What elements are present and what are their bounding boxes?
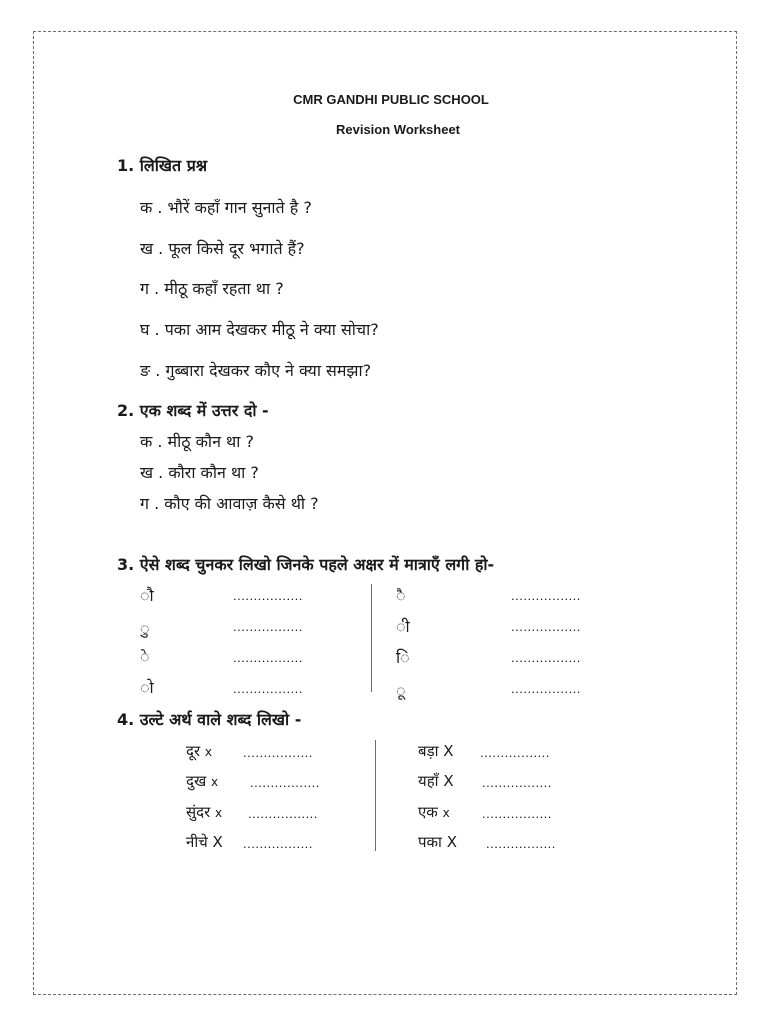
answer-blank: ................. [243, 745, 313, 760]
answer-blank: ................. [233, 650, 303, 665]
answer-blank: ................. [511, 681, 581, 696]
answer-blank: ................. [511, 650, 581, 665]
word-right: एक x [418, 803, 450, 821]
multiply-mark: x [204, 745, 212, 759]
column-divider [375, 740, 376, 851]
section1-question: घ . पका आम देखकर मीठू ने क्या सोचा? [140, 320, 379, 339]
matra-right: ू [396, 681, 406, 700]
answer-blank: ................. [482, 806, 552, 821]
section2-question: ख . कौरा कौन था ? [140, 463, 259, 482]
answer-blank: ................. [248, 806, 318, 821]
word-right: पका X [418, 833, 457, 851]
multiply-mark: x [442, 806, 450, 820]
matra-right: ी [396, 617, 410, 636]
multiply-mark: x [215, 806, 223, 820]
section3-heading: 3. ऐसे शब्द चुनकर लिखो जिनके पहले अक्षर में मात्राएँ लगी हो- [117, 555, 495, 574]
answer-blank: ................. [480, 745, 550, 760]
answer-blank: ................. [233, 681, 303, 696]
column-divider [371, 584, 372, 692]
answer-blank: ................. [233, 619, 303, 634]
section2-heading: 2. एक शब्द में उत्तर दो - [117, 401, 269, 420]
multiply-mark: x [211, 775, 219, 789]
worksheet-title: Revision Worksheet [335, 122, 461, 137]
multiply-mark: X [443, 742, 454, 760]
section1-question: ग . मीठू कहाँ रहता था ? [140, 279, 284, 298]
answer-blank: ................. [233, 588, 303, 603]
answer-blank: ................. [511, 619, 581, 634]
matra-left: े [140, 647, 150, 666]
matra-right: ि [396, 648, 410, 667]
school-name: CMR GANDHI PUBLIC SCHOOL [293, 92, 489, 107]
answer-blank: ................. [482, 775, 552, 790]
section1-question: क . भौरें कहाँ गान सुनाते है ? [140, 198, 312, 217]
section1-question: ङ . गुब्बारा देखकर कौए ने क्या समझा? [140, 361, 372, 380]
answer-blank: ................. [486, 836, 556, 851]
matra-left: ौ [140, 586, 154, 605]
answer-blank: ................. [250, 775, 320, 790]
word-left: सुंदर x [186, 803, 223, 821]
matra-left: ो [140, 678, 154, 697]
multiply-mark: X [443, 772, 454, 790]
word-left: दूर x [186, 742, 212, 760]
word-left: नीचे X [186, 833, 223, 851]
multiply-mark: X [446, 833, 457, 851]
section2-question: ग . कौए की आवाज़ कैसे थी ? [140, 494, 319, 513]
word-right: बड़ा X [418, 742, 454, 760]
word-right: यहाँ X [418, 772, 454, 790]
section2-question: क . मीठू कौन था ? [140, 432, 254, 451]
section1-question: ख . फूल किसे दूर भगाते हैं? [140, 239, 305, 258]
matra-left: ु [140, 619, 150, 638]
section4-heading: 4. उल्टे अर्थ वाले शब्द लिखो - [117, 710, 302, 729]
word-left: दुख x [186, 772, 219, 790]
section1-heading: 1. लिखित प्रश्न [117, 156, 208, 175]
multiply-mark: X [212, 833, 223, 851]
answer-blank: ................. [511, 588, 581, 603]
matra-right: ै [396, 586, 406, 605]
answer-blank: ................. [243, 836, 313, 851]
